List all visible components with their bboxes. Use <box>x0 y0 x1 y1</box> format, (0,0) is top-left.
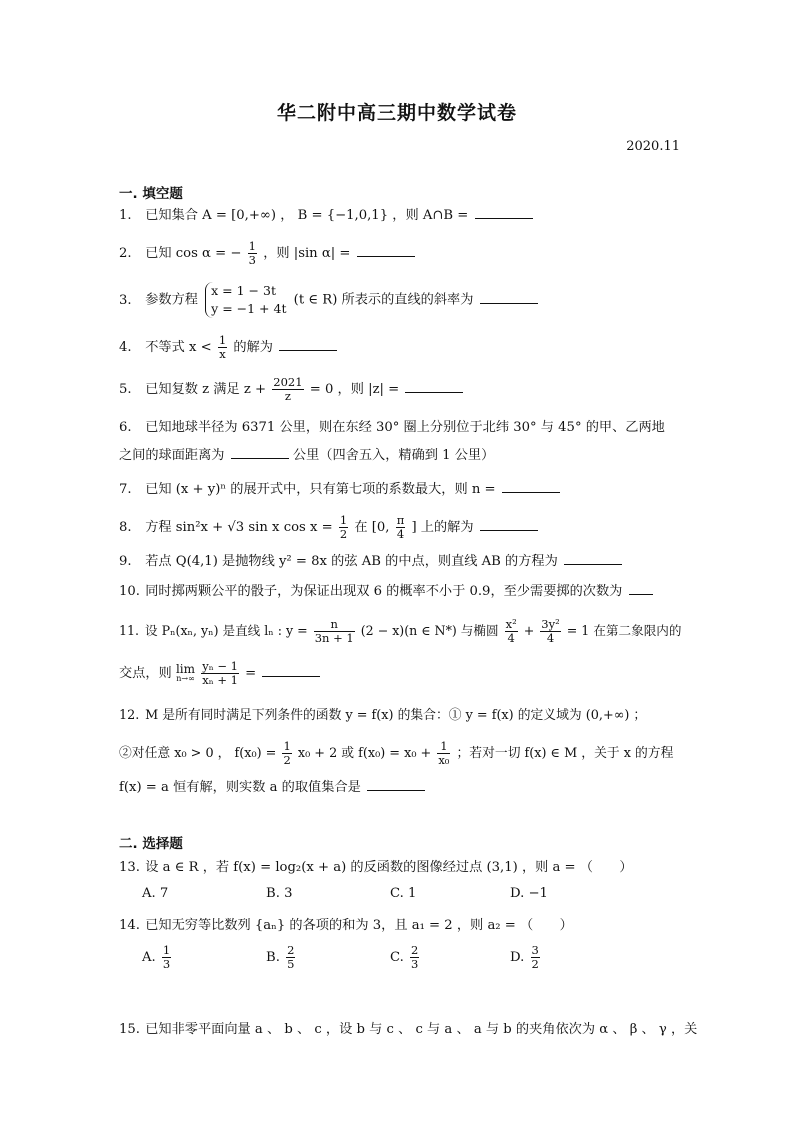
option-c[interactable]: C. 1 <box>390 886 417 901</box>
answer-blank[interactable] <box>480 291 538 304</box>
page-title: 华二附中高三期中数学试卷 <box>276 102 517 124</box>
answer-blank[interactable] <box>475 206 533 219</box>
section-choice-title: 二. 选择题 <box>119 836 183 852</box>
answer-blank[interactable] <box>279 338 337 351</box>
limit: lim n→∞ <box>175 662 196 683</box>
question-10: 10. 同时掷两颗公平的骰子，为保证出现双 6 的概率不小于 0.9，至少需要掷的次数为 <box>119 582 679 602</box>
option-d[interactable]: D. −1 <box>510 886 548 901</box>
answer-blank[interactable] <box>231 446 289 459</box>
fraction: $\frac{1}{2}$ <box>339 513 348 541</box>
option-d[interactable]: D. $\frac{3}{2}$ <box>510 943 539 971</box>
option-a[interactable]: A. $\frac{1}{3}$ <box>142 943 171 971</box>
fraction: $\frac{\text{3y²}}{4}$ <box>541 617 560 645</box>
fraction: $\frac{n}{3n + 1}$ <box>314 617 354 645</box>
question-12-line-2: ②对任意 x₀ > 0 ， f(x₀) = $\frac{1}{2}$ x₀ + 2 或 f(x₀) = x₀ + $\frac{1}{\text{x₀}}$ ；若对一切 f(x) ∈ M ，关于 x 的方程 <box>119 739 674 767</box>
answer-blank[interactable] <box>564 552 622 565</box>
exam-date: 2020.11 <box>626 139 680 154</box>
fraction: $\frac{1}{2}$ <box>283 739 291 767</box>
fraction: $\frac{1}{\text{x₀}}$ <box>438 739 450 767</box>
fraction: $\frac{1}{x}$ <box>218 333 227 361</box>
question-7: 7. 已知 (x + y)ⁿ 的展开式中，只有第七项的系数最大，则 n = <box>119 480 679 500</box>
question-12: 12. M 是所有同时满足下列条件的函数 y = f(x) 的集合：① y = f(x) 的定义域为 (0,+∞) ； <box>119 708 647 723</box>
option-a[interactable]: A. 7 <box>142 886 169 901</box>
question-5: 5. 已知复数 z 满足 z + $\frac{2021}{z}$ = 0 ，则 |z| = <box>119 376 679 403</box>
question-text: 已知集合 A = [0,+∞) ， B = {−1,0,1} ，则 A∩B = <box>145 208 469 223</box>
fraction: $\frac{\text{yₙ − 1}}{\text{xₙ + 1}}$ <box>202 659 238 687</box>
answer-blank[interactable] <box>480 518 538 531</box>
option-b[interactable]: B. 3 <box>266 886 293 901</box>
question-15: 15. 已知非零平面向量 a 、 b 、 c ，设 b 与 c 、 c 与 a 、 a 与 b 的夹角依次为 α 、 β 、 γ ，关 <box>119 1022 698 1037</box>
fraction: $\frac{\pi}{4}$ <box>396 513 405 541</box>
question-3: 3. 参数方程 x = 1 − 3t y = −1 + 4t (t ∈ R) 所表示的直线的斜率为 <box>119 282 679 318</box>
question-8: 8. 方程 sin²x + √3 sin x cos x = $\frac{1}{2}$ 在 [0, $\frac{\pi}{4}$ ] 上的解为 <box>119 514 679 541</box>
question-11: 11. 设 Pₙ(xₙ, yₙ) 是直线 lₙ : y = $\frac{n}{3n + 1}$ (2 − x)(n ∈ N*) 与椭圆 $\frac{\text{x²}}{4}$ + $\frac{\text{3y²}}{4}$ = 1 在第二象限内的 <box>119 617 682 645</box>
question-14: 14. 已知无穷等比数列 {aₙ} 的各项的和为 3，且 a₁ = 2 ，则 a₂ = （ ） <box>119 918 573 933</box>
question-11-line-2: 交点，则 lim n→∞ $\frac{\text{yₙ − 1}}{\text{xₙ + 1}}$ = <box>119 660 679 687</box>
question-2: 2. 已知 cos α = − $\frac{1}{3}$ ，则 |sin α| = <box>119 240 679 267</box>
question-12-line-3: f(x) = a 恒有解，则实数 a 的取值集合是 <box>119 778 679 798</box>
question-6-line-2: 之间的球面距离为 公里（四舍五入，精确到 1 公里） <box>119 448 495 463</box>
option-c[interactable]: C. $\frac{2}{3}$ <box>390 943 419 971</box>
section-fill-in-title: 一. 填空题 <box>119 186 183 202</box>
answer-blank[interactable] <box>405 380 463 393</box>
equation-system: x = 1 − 3t y = −1 + 4t <box>205 282 286 318</box>
answer-blank[interactable] <box>629 582 653 595</box>
question-9: 9. 若点 Q(4,1) 是抛物线 y² = 8x 的弦 AB 的中点，则直线 AB 的方程为 <box>119 552 679 572</box>
question-4: 4. 不等式 x < $\frac{1}{x}$ 的解为 <box>119 334 679 361</box>
fraction: $\frac{1}{3}$ <box>248 239 256 267</box>
answer-blank[interactable] <box>262 664 320 677</box>
answer-blank[interactable] <box>502 480 560 493</box>
answer-blank[interactable] <box>357 244 415 257</box>
fraction: $\frac{\text{x²}}{4}$ <box>505 617 517 645</box>
option-b[interactable]: B. $\frac{2}{5}$ <box>266 943 295 971</box>
question-6: 6. 已知地球半径为 6371 公里，则在东经 30° 圈上分别位于北纬 30° 与 45° 的甲、乙两地 <box>119 420 665 435</box>
question-1: 1. 已知集合 A = [0,+∞) ， B = {−1,0,1} ，则 A∩B = <box>119 206 679 226</box>
fraction: $\frac{2021}{z}$ <box>273 375 303 403</box>
answer-blank[interactable] <box>367 778 425 791</box>
question-13: 13. 设 a ∈ R ，若 f(x) = log₂(x + a) 的反函数的图像经过点 (3,1) ，则 a = （ ） <box>119 860 633 875</box>
